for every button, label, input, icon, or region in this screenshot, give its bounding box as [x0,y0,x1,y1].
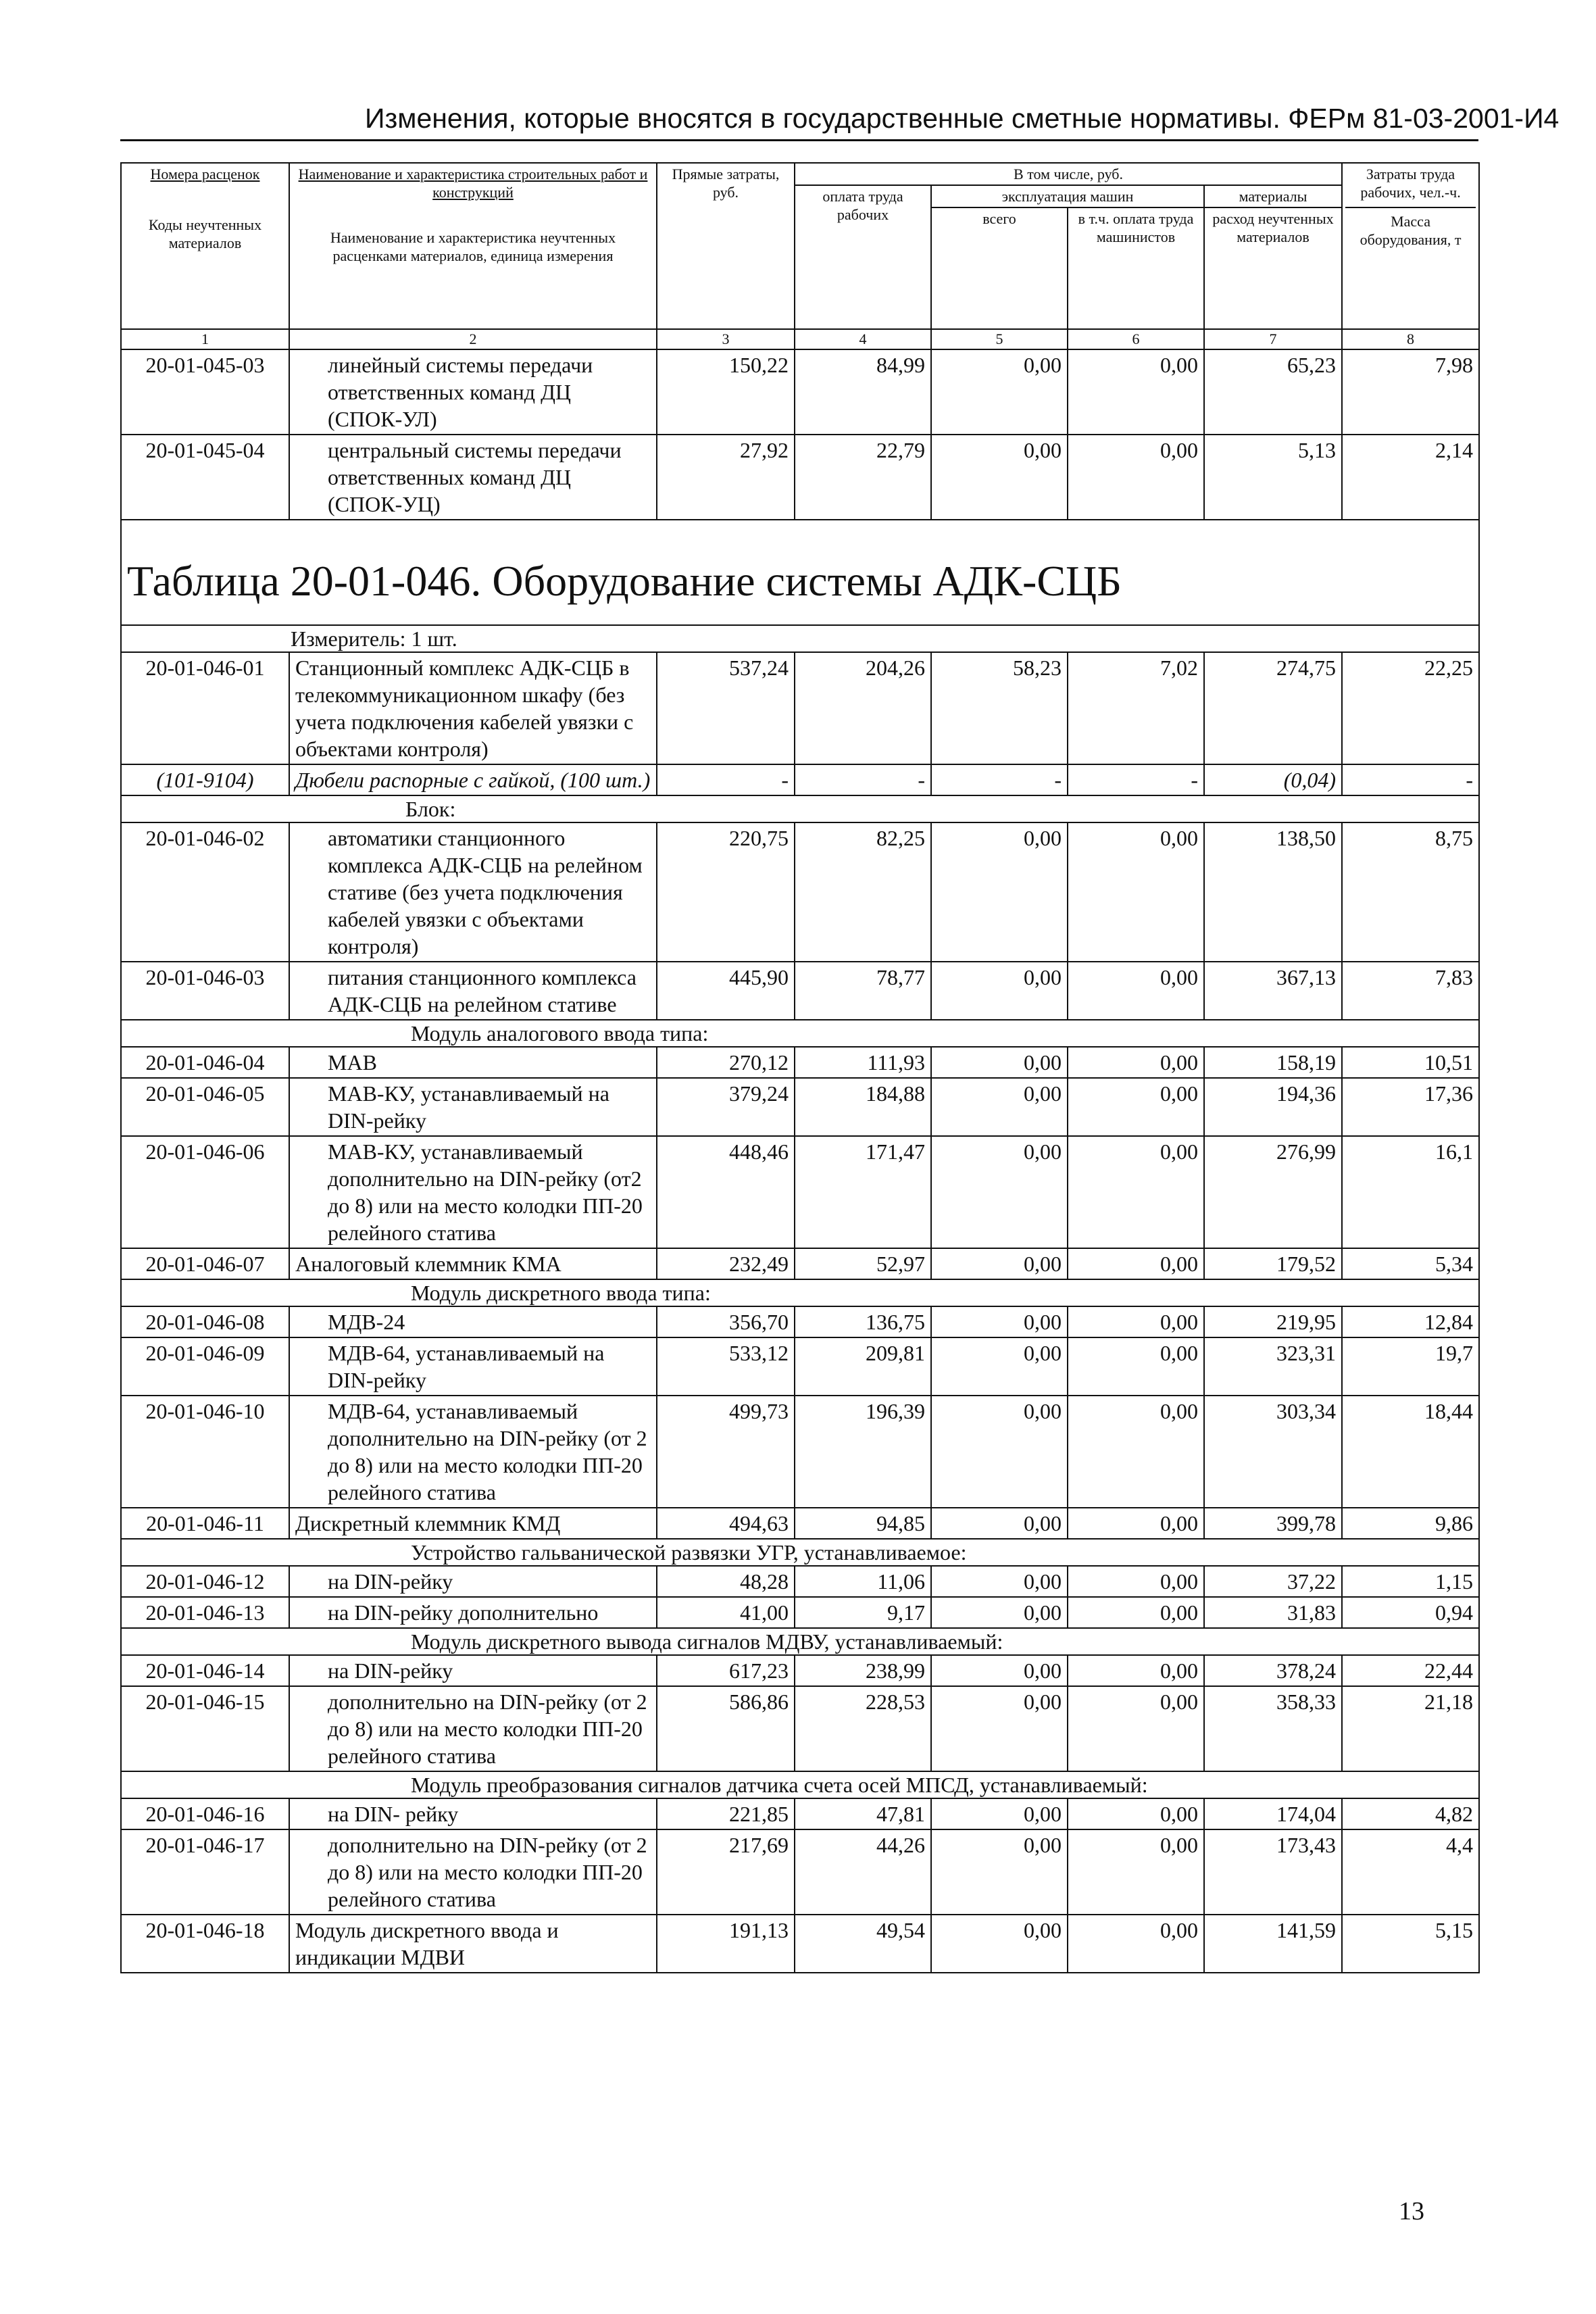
direct-cost-cell: 379,24 [657,1078,795,1136]
materials-cost-cell: 399,78 [1204,1508,1342,1539]
table-title: Таблица 20-01-046. Оборудование системы АДК-СЦБ [121,520,1479,625]
machines-total-cell: 0,00 [931,1597,1068,1628]
rate-code: 20-01-046-08 [121,1306,289,1337]
group-heading-mpsd: Модуль преобразования сигналов датчика счета осей МПСД, устанавливаемый: [121,1771,1479,1798]
col8-bottom-label: Масса оборудования, т [1360,213,1462,248]
materials-cost-cell: 367,13 [1204,962,1342,1020]
labor-hours-cell: 5,15 [1342,1915,1479,1973]
machinist-pay-cell: 0,00 [1068,822,1204,962]
rate-code: 20-01-046-16 [121,1798,289,1829]
worker-pay-cell: 209,81 [795,1337,931,1396]
machinist-pay-cell: 0,00 [1068,1306,1204,1337]
materials-cost-cell: 174,04 [1204,1798,1342,1829]
table-row [121,1306,1479,1337]
labor-hours-cell: 0,94 [1342,1597,1479,1628]
machinist-pay-cell: 0,00 [1068,1597,1204,1628]
rate-name: питания станционного комплекса АДК-СЦБ на релейном стативе [289,962,657,1020]
worker-pay-cell: 52,97 [795,1248,931,1279]
materials-cost-cell: 219,95 [1204,1306,1342,1337]
worker-pay-cell: 136,75 [795,1306,931,1337]
materials-cost-cell: 31,83 [1204,1597,1342,1628]
materials-cost-cell: 173,43 [1204,1829,1342,1915]
machines-total-cell: 0,00 [931,1396,1068,1508]
machines-total-cell: 58,23 [931,652,1068,764]
worker-pay-cell: 184,88 [795,1078,931,1136]
rate-code: 20-01-046-06 [121,1136,289,1248]
machines-total-cell: 0,00 [931,1798,1068,1829]
machines-total-cell: 0,00 [931,1078,1068,1136]
machinist-pay-cell: 0,00 [1068,1798,1204,1829]
col8-header [1342,163,1479,329]
table-row [121,652,1479,764]
worker-pay-cell: 44,26 [795,1829,931,1915]
table-row [121,1337,1479,1396]
worker-pay-cell: 47,81 [795,1798,931,1829]
col8-top-label: Затраты труда рабочих, чел.-ч. [1360,166,1461,201]
machinist-pay-cell: 0,00 [1068,1337,1204,1396]
direct-cost-cell: 537,24 [657,652,795,764]
materials-cost-cell: 323,31 [1204,1337,1342,1396]
worker-pay-cell: 228,53 [795,1686,931,1771]
direct-cost-cell: 217,69 [657,1829,795,1915]
rate-code: 20-01-046-12 [121,1566,289,1597]
table-row [121,1829,1479,1915]
rate-code: 20-01-046-17 [121,1829,289,1915]
rate-name: Аналоговый клеммник КМА [289,1248,657,1279]
materials-cost-cell: 378,24 [1204,1655,1342,1686]
table-row [121,822,1479,962]
table-row [121,349,1479,435]
col-number: 5 [931,329,1068,349]
machines-total-cell: 0,00 [931,1136,1068,1248]
machinist-pay-cell: 0,00 [1068,435,1204,520]
machinist-pay-cell: 0,00 [1068,1915,1204,1973]
rate-code: 20-01-046-10 [121,1396,289,1508]
machinist-pay-cell: 0,00 [1068,1396,1204,1508]
materials-cost-cell: 303,34 [1204,1396,1342,1508]
labor-hours-cell: 2,14 [1342,435,1479,520]
col5-header: всего [931,207,1068,329]
labor-hours-cell: 12,84 [1342,1306,1479,1337]
machines-total-cell: 0,00 [931,1047,1068,1078]
table-row [121,1136,1479,1248]
labor-hours-cell: 8,75 [1342,822,1479,962]
col-number: 1 [121,329,289,349]
group-heading-mdvu: Модуль дискретного вывода сигналов МДВУ, устанавливаемый: [121,1628,1479,1655]
materials-cost-cell: 141,59 [1204,1915,1342,1973]
worker-pay-cell: 94,85 [795,1508,931,1539]
rate-code: 20-01-045-03 [121,349,289,435]
worker-pay-cell: 204,26 [795,652,931,764]
col-number: 4 [795,329,931,349]
machinist-pay-cell: - [1068,764,1204,795]
worker-pay-cell: 171,47 [795,1136,931,1248]
direct-cost-cell: 270,12 [657,1047,795,1078]
rate-name: дополнительно на DIN-рейку (от 2 до 8) или на место колодки ПП-20 релейного статива [289,1829,657,1915]
rate-name: дополнительно на DIN-рейку (от 2 до 8) или на место колодки ПП-20 релейного статива [289,1686,657,1771]
table-row [121,1078,1479,1136]
labor-hours-cell: 16,1 [1342,1136,1479,1248]
col2-top-label: Наименование и характеристика строительных работ и конструкций [298,166,648,201]
rate-name: на DIN-рейку дополнительно [289,1597,657,1628]
col1-top-label: Номера расценок [150,166,260,182]
rate-name: на DIN-рейку [289,1566,657,1597]
machinist-pay-cell: 0,00 [1068,1566,1204,1597]
materials-cost-cell: 37,22 [1204,1566,1342,1597]
table-row [121,1915,1479,1973]
col3-header: Прямые затраты, руб. [657,163,795,329]
col1-header [121,163,289,329]
rate-code: 20-01-046-04 [121,1047,289,1078]
labor-hours-cell: 10,51 [1342,1047,1479,1078]
labor-hours-cell: - [1342,764,1479,795]
rows-before [121,349,1479,520]
direct-cost-cell: 499,73 [657,1396,795,1508]
machinist-pay-cell: 0,00 [1068,1078,1204,1136]
direct-cost-cell: 356,70 [657,1306,795,1337]
rate-name: Станционный комплекс АДК-СЦБ в телекоммуникационном шкафу (без учета подключения кабелей увязки с объектами контроля) [289,652,657,764]
worker-pay-cell: 11,06 [795,1566,931,1597]
machines-total-cell: 0,00 [931,1248,1068,1279]
materials-cost-cell: 276,99 [1204,1136,1342,1248]
labor-hours-cell: 17,36 [1342,1078,1479,1136]
col1-bottom-label: Коды неучтенных материалов [148,216,262,251]
rate-code: 20-01-046-09 [121,1337,289,1396]
table-row [121,1798,1479,1829]
table-row [121,962,1479,1020]
rate-code: 20-01-046-14 [121,1655,289,1686]
direct-cost-cell: 533,12 [657,1337,795,1396]
machines-total-cell: 0,00 [931,1686,1068,1771]
rate-code: 20-01-046-11 [121,1508,289,1539]
table-row [121,1566,1479,1597]
group-heading-blok: Блок: [121,795,1479,822]
materials-cost-cell: (0,04) [1204,764,1342,795]
table-row [121,1047,1479,1078]
direct-cost-cell: 48,28 [657,1566,795,1597]
table-row [121,1248,1479,1279]
rows-group-g [121,1798,1479,1973]
col2-header [289,163,657,329]
col6-header: в т.ч. оплата труда машинистов [1068,207,1204,329]
machines-total-cell: 0,00 [931,1306,1068,1337]
rate-name: МАВ-КУ, устанавливаемый дополнительно на DIN-рейку (от2 до 8) или на место колодки ПП-20 релейного статива [289,1136,657,1248]
materials-cost-cell: 65,23 [1204,349,1342,435]
worker-pay-cell: 84,99 [795,349,931,435]
rate-name: МДВ-64, устанавливаемый дополнительно на DIN-рейку (от 2 до 8) или на место колодки ПП-20 релейного статива [289,1396,657,1508]
machinist-pay-cell: 0,00 [1068,962,1204,1020]
machines-total-cell: 0,00 [931,1915,1068,1973]
incl-header: В том числе, руб. [795,163,1342,185]
group-heading-ugr: Устройство гальванической развязки УГР, устанавливаемое: [121,1539,1479,1566]
col-number: 2 [289,329,657,349]
machines-header: эксплуатация машин [931,185,1204,207]
col2-bottom-label: Наименование и характеристика неучтенных расценками материалов, единица измерения [330,229,616,264]
table-row [121,1508,1479,1539]
worker-pay-cell: 49,54 [795,1915,931,1973]
rate-name: МДВ-24 [289,1306,657,1337]
direct-cost-cell: 617,23 [657,1655,795,1686]
materials-cost-cell: 5,13 [1204,435,1342,520]
worker-pay-cell: 196,39 [795,1396,931,1508]
labor-hours-cell: 4,82 [1342,1798,1479,1829]
rate-code: 20-01-046-07 [121,1248,289,1279]
col-number: 8 [1342,329,1479,349]
page-header: Изменения, которые вносятся в государственные сметные нормативы. ФЕРм 81-03-2001-И4 [365,103,1560,134]
materials-cost-cell: 179,52 [1204,1248,1342,1279]
col-number: 6 [1068,329,1204,349]
machinist-pay-cell: 0,00 [1068,1136,1204,1248]
table-row [121,1686,1479,1771]
col4-header: оплата труда рабочих [795,185,931,329]
labor-hours-cell: 22,44 [1342,1655,1479,1686]
rate-code: 20-01-046-18 [121,1915,289,1973]
materials-cost-cell: 274,75 [1204,652,1342,764]
col-number: 7 [1204,329,1342,349]
machines-total-cell: 0,00 [931,1508,1068,1539]
labor-hours-cell: 1,15 [1342,1566,1479,1597]
materials-cost-cell: 358,33 [1204,1686,1342,1771]
rate-name: Модуль дискретного ввода и индикации МДВИ [289,1915,657,1973]
rows-group-d [121,1306,1479,1539]
page-number: 13 [1399,2197,1424,2225]
rate-name: Дюбели распорные с гайкой, (100 шт.) [289,764,657,795]
worker-pay-cell: 22,79 [795,435,931,520]
table-row [121,1597,1479,1628]
rate-name: МАВ [289,1047,657,1078]
machinist-pay-cell: 0,00 [1068,1508,1204,1539]
rate-code: 20-01-046-02 [121,822,289,962]
labor-hours-cell: 19,7 [1342,1337,1479,1396]
col-number: 3 [657,329,795,349]
rate-name: центральный системы передачи ответственных команд ДЦ (СПОК-УЦ) [289,435,657,520]
col7-header: расход неучтенных материалов [1204,207,1342,329]
machines-total-cell: 0,00 [931,1655,1068,1686]
machines-total-cell: 0,00 [931,822,1068,962]
machinist-pay-cell: 0,00 [1068,1686,1204,1771]
labor-hours-cell: 7,83 [1342,962,1479,1020]
rate-code: 20-01-046-01 [121,652,289,764]
table-row [121,764,1479,795]
direct-cost-cell: 448,46 [657,1136,795,1248]
meter-label: Измеритель: 1 шт. [121,625,1479,652]
rows-group-e [121,1566,1479,1628]
direct-cost-cell: 150,22 [657,349,795,435]
direct-cost-cell: 191,13 [657,1915,795,1973]
direct-cost-cell: 221,85 [657,1798,795,1829]
machinist-pay-cell: 0,00 [1068,1047,1204,1078]
table-row [121,435,1479,520]
rate-code: 20-01-046-03 [121,962,289,1020]
rate-name: на DIN-рейку [289,1655,657,1686]
group-heading-mdv: Модуль дискретного ввода типа: [121,1279,1479,1306]
rows-group-c [121,1047,1479,1279]
rate-name: Дискретный клеммник КМД [289,1508,657,1539]
worker-pay-cell: 238,99 [795,1655,931,1686]
direct-cost-cell: 41,00 [657,1597,795,1628]
labor-hours-cell: 7,98 [1342,349,1479,435]
rate-name: МДВ-64, устанавливаемый на DIN-рейку [289,1337,657,1396]
labor-hours-cell: 5,34 [1342,1248,1479,1279]
materials-cost-cell: 194,36 [1204,1078,1342,1136]
labor-hours-cell: 21,18 [1342,1686,1479,1771]
labor-hours-cell: 18,44 [1342,1396,1479,1508]
header-rule [120,139,1478,141]
direct-cost-cell: 586,86 [657,1686,795,1771]
column-number-row [121,329,1479,349]
worker-pay-cell: 111,93 [795,1047,931,1078]
machinist-pay-cell: 0,00 [1068,1655,1204,1686]
rate-name: на DIN- рейку [289,1798,657,1829]
rows-group-f [121,1655,1479,1771]
rate-name: МАВ-КУ, устанавливаемый на DIN-рейку [289,1078,657,1136]
norms-table [120,162,1480,1973]
machinist-pay-cell: 7,02 [1068,652,1204,764]
machines-total-cell: 0,00 [931,349,1068,435]
machines-total-cell: - [931,764,1068,795]
direct-cost-cell: - [657,764,795,795]
labor-hours-cell: 22,25 [1342,652,1479,764]
materials-cost-cell: 138,50 [1204,822,1342,962]
materials-cost-cell: 158,19 [1204,1047,1342,1078]
rate-code: 20-01-045-04 [121,435,289,520]
machines-total-cell: 0,00 [931,435,1068,520]
worker-pay-cell: 78,77 [795,962,931,1020]
machines-total-cell: 0,00 [931,962,1068,1020]
rate-name: автоматики станционного комплекса АДК-СЦБ на релейном стативе (без учета подключения кабелей увязки с объектами контроля) [289,822,657,962]
worker-pay-cell: 82,25 [795,822,931,962]
group-heading-mav: Модуль аналогового ввода типа: [121,1020,1479,1047]
machines-total-cell: 0,00 [931,1829,1068,1915]
direct-cost-cell: 27,92 [657,435,795,520]
rate-code: 20-01-046-15 [121,1686,289,1771]
rate-code: (101-9104) [121,764,289,795]
labor-hours-cell: 4,4 [1342,1829,1479,1915]
rate-name: линейный системы передачи ответственных команд ДЦ (СПОК-УЛ) [289,349,657,435]
direct-cost-cell: 494,63 [657,1508,795,1539]
machines-total-cell: 0,00 [931,1337,1068,1396]
direct-cost-cell: 445,90 [657,962,795,1020]
worker-pay-cell: - [795,764,931,795]
machinist-pay-cell: 0,00 [1068,1829,1204,1915]
rate-code: 20-01-046-13 [121,1597,289,1628]
direct-cost-cell: 220,75 [657,822,795,962]
worker-pay-cell: 9,17 [795,1597,931,1628]
labor-hours-cell: 9,86 [1342,1508,1479,1539]
machines-total-cell: 0,00 [931,1566,1068,1597]
direct-cost-cell: 232,49 [657,1248,795,1279]
materials-header: материалы [1204,185,1342,207]
rows-group-b [121,822,1479,1020]
rate-code: 20-01-046-05 [121,1078,289,1136]
machinist-pay-cell: 0,00 [1068,349,1204,435]
table-row [121,1396,1479,1508]
table-row [121,1655,1479,1686]
machinist-pay-cell: 0,00 [1068,1248,1204,1279]
rows-group-a [121,652,1479,795]
